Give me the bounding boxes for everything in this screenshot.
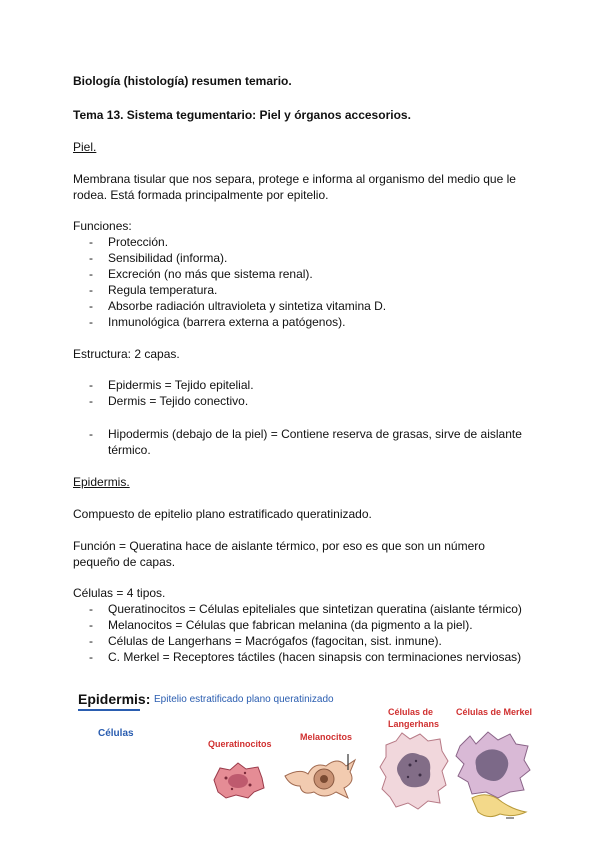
melanocyte-illustration <box>282 746 358 804</box>
piel-description-line1: Membrana tisular que nos separa, protege e informa al organismo del medio que le <box>73 172 516 186</box>
document-page: Biología (histología) resumen temario. Tema 13. Sistema tegumentario: Piel y órganos accesorios. Piel. Membrana tisular que nos separa, protege e informa al organismo del medio que le rodea. Está formada principalmente por epitelio. Funciones: - Protección. - Sensibilidad (informa). - Excreción (no más que sistema renal). - Regula temperatura. - Absorbe radiación ultravioleta y sintetiza vitamina D. - Inmunológica (barrera externa a patógenos). Estructura: 2 capas. - Epidermis = Tejido epitelial. - Dermis = Tejido conectivo. - Hipodermis (debajo de la piel) = Contiene reserva de grasas, sirve de aislante térmico. Epidermis. Compuesto de epitelio plano estratificado queratinizado. Función = Queratina hace de aislante térmico, por eso es que son un número pequeño de capas. Células = 4 tipos. - Queratinocitos = Células epiteliales que sintetizan queratina (aislante térmico) - Melanocitos = Células que fabrican melanina (da pigmento a la piel). - Células de Langerhans = Macrógafos (fagocitan, sist. inmune). - C. Merkel = Receptores táctiles (hacen sinapsis con terminaciones nerviosas) Epidermis: Epitelio estratificado plano queratinizado Células Queratinocitos Melanocitos Células de Langerhans Células de Merkel <box>0 0 600 848</box>
label-queratinocitos: Queratinocitos <box>208 739 272 749</box>
epidermis-cells-figure <box>68 688 538 838</box>
piel-description-line2: rodea. Está formada principalmente por epitelio. <box>73 188 329 202</box>
langerhans-cell-illustration <box>378 731 450 811</box>
topic-title: Tema 13. Sistema tegumentario: Piel y órganos accesorios. <box>73 108 411 122</box>
section-heading-epidermis: Epidermis. <box>73 475 130 489</box>
keratinocyte-illustration <box>208 758 268 803</box>
estructura-label: Estructura: 2 capas. <box>73 347 180 361</box>
funcion-line2: pequeño de capas. <box>73 555 176 569</box>
label-merkel: Células de Merkel <box>456 707 533 717</box>
epidermis-compuesto: Compuesto de epitelio plano estratificado queratinizado. <box>73 507 372 521</box>
funciones-label: Funciones: <box>73 219 132 233</box>
celulas-label: Células = 4 tipos. <box>73 586 166 600</box>
funcion-line1: Función = Queratina hace de aislante térmico, por eso es que son un número <box>73 539 485 553</box>
figure-title-underline <box>78 709 140 711</box>
document-subject: Biología (histología) resumen temario. <box>73 74 292 88</box>
label-langerhans-2: Langerhans <box>388 719 440 729</box>
label-melanocitos: Melanocitos <box>300 732 353 742</box>
figure-subtitle: Epitelio estratificado plano queratinizado <box>154 694 334 705</box>
label-langerhans-1: Células de <box>388 707 434 717</box>
section-heading-piel: Piel. <box>73 140 97 154</box>
figure-title: Epidermis: <box>78 691 151 707</box>
figure-celulas-label: Células <box>98 728 134 739</box>
merkel-cell-illustration <box>454 728 534 824</box>
hipodermis-line2: térmico. <box>108 443 151 457</box>
